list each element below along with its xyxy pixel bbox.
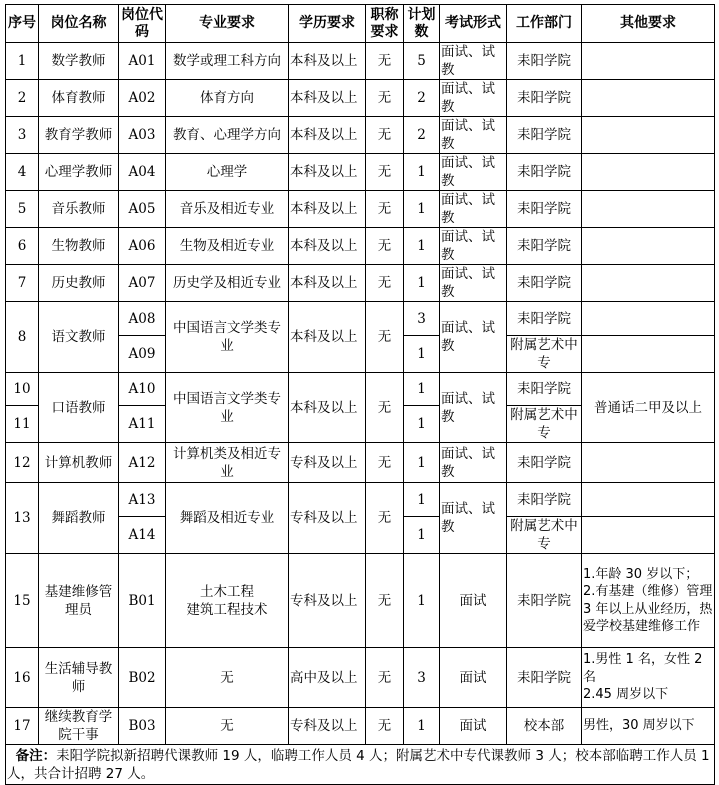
- cell-plan: 2: [404, 80, 440, 117]
- cell-education: 本科及以上: [289, 154, 366, 191]
- cell-plan: 2: [404, 117, 440, 154]
- cell-post-code: A09: [119, 336, 166, 373]
- table-row: [6, 191, 715, 228]
- cell-major: 历史学及相近专业: [166, 265, 289, 302]
- cell-major: 舞蹈及相近专业: [166, 483, 289, 554]
- table-row: [6, 483, 715, 517]
- cell-dept: 耒阳学院: [507, 43, 582, 80]
- cell-post-code: A08: [119, 302, 166, 336]
- cell-plan: 1: [404, 517, 440, 554]
- cell-post-code: B01: [119, 554, 166, 648]
- cell-education: 高中及以上: [289, 648, 366, 708]
- cell-seq: 10: [6, 373, 39, 406]
- cell-plan: 5: [404, 43, 440, 80]
- cell-seq: 7: [6, 265, 39, 302]
- cell-education: 本科及以上: [289, 80, 366, 117]
- cell-title: 无: [366, 554, 404, 648]
- cell-education: 本科及以上: [289, 302, 366, 373]
- cell-other: [582, 517, 715, 554]
- cell-plan: 1: [404, 265, 440, 302]
- cell-education: 专科及以上: [289, 443, 366, 483]
- cell-post-name: 历史教师: [39, 265, 119, 302]
- cell-title: 无: [366, 191, 404, 228]
- cell-major: [166, 554, 289, 648]
- cell-other: [582, 443, 715, 483]
- cell-other: 男性，30 周岁以下: [582, 708, 715, 745]
- cell-post-name: 生物教师: [39, 228, 119, 265]
- cell-post-code: A10: [119, 373, 166, 406]
- cell-title: 无: [366, 483, 404, 554]
- cell-plan: 1: [404, 406, 440, 443]
- header-exam: 考试形式: [440, 5, 507, 43]
- cell-post-name: 口语教师: [39, 373, 119, 443]
- cell-dept: 耒阳学院: [507, 443, 582, 483]
- cell-title: 无: [366, 154, 404, 191]
- table-row: [6, 648, 715, 708]
- cell-education: 专科及以上: [289, 708, 366, 745]
- cell-education: 专科及以上: [289, 483, 366, 554]
- cell-post-code: B03: [119, 708, 166, 745]
- cell-title: 无: [366, 708, 404, 745]
- cell-post-code: A01: [119, 43, 166, 80]
- cell-seq: 4: [6, 154, 39, 191]
- major-line: 建筑工程技术: [186, 601, 268, 618]
- note-cell: [6, 745, 715, 785]
- cell-dept: 耒阳学院: [507, 554, 582, 648]
- cell-major: 心理学: [166, 154, 289, 191]
- cell-seq: 1: [6, 43, 39, 80]
- cell-post-name: 继续教育学院干事: [39, 708, 119, 745]
- cell-exam: 面试、试教: [440, 265, 507, 302]
- cell-exam: 面试、试教: [440, 43, 507, 80]
- header-seq: 序号: [6, 5, 39, 43]
- cell-exam: 面试、试教: [440, 80, 507, 117]
- cell-other: [582, 80, 715, 117]
- cell-post-name: 舞蹈教师: [39, 483, 119, 554]
- cell-plan: 1: [404, 483, 440, 517]
- cell-post-code: A07: [119, 265, 166, 302]
- table-row: [6, 117, 715, 154]
- cell-plan: 1: [404, 191, 440, 228]
- cell-title: 无: [366, 648, 404, 708]
- header-education: 学历要求: [289, 5, 366, 43]
- cell-post-name: 心理学教师: [39, 154, 119, 191]
- header-title: 职称要求: [366, 5, 404, 43]
- cell-seq: 6: [6, 228, 39, 265]
- cell-other: [582, 336, 715, 373]
- cell-post-code: A05: [119, 191, 166, 228]
- cell-education: 本科及以上: [289, 228, 366, 265]
- cell-plan: 1: [404, 154, 440, 191]
- header-plan: 计划数: [404, 5, 440, 43]
- cell-title: 无: [366, 443, 404, 483]
- cell-dept: 附属艺术中专: [507, 517, 582, 554]
- table-row: [6, 302, 715, 336]
- cell-post-code: A13: [119, 483, 166, 517]
- cell-dept: 附属艺术中专: [507, 336, 582, 373]
- cell-exam: 面试、试教: [440, 228, 507, 265]
- cell-major: 无: [166, 648, 289, 708]
- cell-major: 中国语言文学类专业: [166, 373, 289, 443]
- cell-title: 无: [366, 265, 404, 302]
- table-row: [6, 373, 715, 406]
- cell-plan: 3: [404, 648, 440, 708]
- cell-post-name: 教育学教师: [39, 117, 119, 154]
- cell-other: [582, 265, 715, 302]
- cell-other: [582, 648, 715, 708]
- cell-seq: 3: [6, 117, 39, 154]
- cell-dept: 耒阳学院: [507, 648, 582, 708]
- cell-plan: 3: [404, 302, 440, 336]
- table-row: [6, 154, 715, 191]
- note-text: 耒阳学院拟新招聘代课教师 19 人，临聘工作人员 4 人；附属艺术中专代课教师 3 人；校本部临聘工作人员 1 人，共合计招聘 27 人。: [7, 747, 710, 782]
- cell-exam: 面试、试教: [440, 443, 507, 483]
- cell-seq: 13: [6, 483, 39, 554]
- cell-exam: 面试: [440, 708, 507, 745]
- other-line: 2.有基建（维修）管理 3 年以上从业经历，热爱学校基建维修工作: [583, 584, 713, 634]
- cell-seq: 15: [6, 554, 39, 648]
- cell-plan: 1: [404, 554, 440, 648]
- other-line: 1.男性 1 名，女性 2 名: [583, 652, 703, 685]
- cell-major: 无: [166, 708, 289, 745]
- cell-post-code: A04: [119, 154, 166, 191]
- cell-plan: 1: [404, 708, 440, 745]
- cell-seq: 11: [6, 406, 39, 443]
- cell-other: [582, 483, 715, 517]
- cell-education: 本科及以上: [289, 373, 366, 443]
- cell-seq: 8: [6, 302, 39, 373]
- cell-other: [582, 154, 715, 191]
- cell-exam: 面试: [440, 648, 507, 708]
- cell-other: 普通话二甲及以上: [582, 373, 715, 443]
- note-label: 备注：: [15, 747, 57, 764]
- cell-title: 无: [366, 302, 404, 373]
- cell-education: 本科及以上: [289, 117, 366, 154]
- cell-post-code: A03: [119, 117, 166, 154]
- cell-post-code: A12: [119, 443, 166, 483]
- cell-dept: 耒阳学院: [507, 265, 582, 302]
- cell-education: 本科及以上: [289, 43, 366, 80]
- table-row: [6, 43, 715, 80]
- cell-seq: 17: [6, 708, 39, 745]
- cell-post-name: 计算机教师: [39, 443, 119, 483]
- cell-major: 数学或理工科方向: [166, 43, 289, 80]
- cell-dept: 附属艺术中专: [507, 406, 582, 443]
- cell-post-code: B02: [119, 648, 166, 708]
- header-row: [6, 5, 715, 43]
- cell-exam: 面试、试教: [440, 117, 507, 154]
- cell-seq: 12: [6, 443, 39, 483]
- major-line: 土木工程: [200, 583, 254, 600]
- cell-post-name: 语文教师: [39, 302, 119, 373]
- cell-other: [582, 302, 715, 336]
- header-dept: 工作部门: [507, 5, 582, 43]
- cell-title: 无: [366, 373, 404, 443]
- cell-major: 体育方向: [166, 80, 289, 117]
- cell-plan: 1: [404, 336, 440, 373]
- cell-post-name: 音乐教师: [39, 191, 119, 228]
- cell-exam: 面试、试教: [440, 483, 507, 554]
- cell-plan: 1: [404, 373, 440, 406]
- cell-seq: 5: [6, 191, 39, 228]
- cell-major: 生物及相近专业: [166, 228, 289, 265]
- cell-dept: 耒阳学院: [507, 117, 582, 154]
- cell-education: 本科及以上: [289, 191, 366, 228]
- cell-post-code: A06: [119, 228, 166, 265]
- cell-post-name: 体育教师: [39, 80, 119, 117]
- cell-post-code: A14: [119, 517, 166, 554]
- cell-dept: 耒阳学院: [507, 80, 582, 117]
- cell-dept: 耒阳学院: [507, 228, 582, 265]
- cell-other: [582, 43, 715, 80]
- cell-major: 计算机类及相近专业: [166, 443, 289, 483]
- cell-seq: 16: [6, 648, 39, 708]
- cell-exam: 面试、试教: [440, 373, 507, 443]
- cell-education: 专科及以上: [289, 554, 366, 648]
- header-post-code: 岗位代码: [119, 5, 166, 43]
- other-line: 2.45 周岁以下: [583, 687, 669, 703]
- cell-major: 教育、心理学方向: [166, 117, 289, 154]
- table-row: [6, 80, 715, 117]
- cell-major: 中国语言文学类专业: [166, 302, 289, 373]
- cell-post-name: 基建维修管理员: [39, 554, 119, 648]
- cell-other: [582, 228, 715, 265]
- cell-education: 本科及以上: [289, 265, 366, 302]
- note-row: [6, 745, 715, 785]
- cell-post-name: 生活辅导教师: [39, 648, 119, 708]
- other-line: 1.年龄 30 岁以下；: [583, 566, 699, 582]
- cell-plan: 1: [404, 228, 440, 265]
- cell-dept: 耒阳学院: [507, 302, 582, 336]
- table-row: [6, 708, 715, 745]
- cell-other: [582, 191, 715, 228]
- header-major: 专业要求: [166, 5, 289, 43]
- cell-title: 无: [366, 80, 404, 117]
- header-other: 其他要求: [582, 5, 715, 43]
- cell-exam: 面试、试教: [440, 154, 507, 191]
- cell-dept: 耒阳学院: [507, 154, 582, 191]
- cell-other: [582, 554, 715, 648]
- cell-dept: 耒阳学院: [507, 483, 582, 517]
- cell-exam: 面试、试教: [440, 302, 507, 373]
- cell-seq: 2: [6, 80, 39, 117]
- cell-plan: 1: [404, 443, 440, 483]
- cell-major: 音乐及相近专业: [166, 191, 289, 228]
- cell-exam: 面试: [440, 554, 507, 648]
- cell-exam: 面试、试教: [440, 191, 507, 228]
- cell-other: [582, 117, 715, 154]
- cell-post-code: A11: [119, 406, 166, 443]
- cell-post-code: A02: [119, 80, 166, 117]
- cell-title: 无: [366, 117, 404, 154]
- cell-title: 无: [366, 228, 404, 265]
- cell-dept: 耒阳学院: [507, 191, 582, 228]
- cell-dept: 耒阳学院: [507, 373, 582, 406]
- cell-dept: 校本部: [507, 708, 582, 745]
- cell-title: 无: [366, 43, 404, 80]
- recruitment-table: [5, 4, 715, 785]
- table-row: [6, 443, 715, 483]
- table-row: [6, 554, 715, 648]
- table-row: [6, 265, 715, 302]
- cell-post-name: 数学教师: [39, 43, 119, 80]
- header-post-name: 岗位名称: [39, 5, 119, 43]
- table-row: [6, 228, 715, 265]
